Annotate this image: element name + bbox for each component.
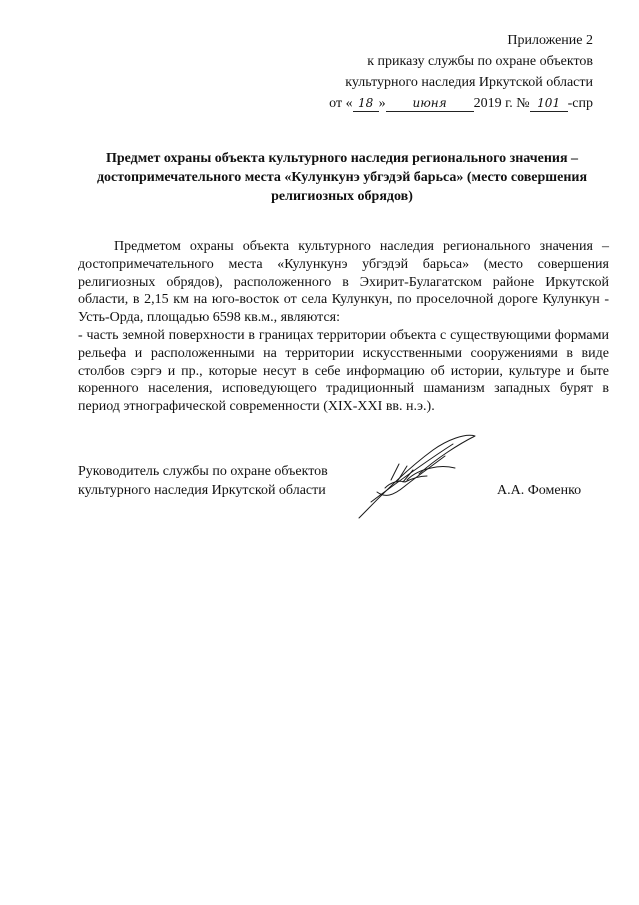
signatory-position-line2: культурного наследия Иркутской области — [78, 483, 326, 498]
date-year: 2019 г. № — [473, 96, 530, 111]
signatory-name: А.А. Фоменко — [497, 483, 582, 498]
appendix-header — [329, 30, 593, 114]
signatory-position — [78, 462, 328, 500]
signatory-position-line1: Руководитель службы по охране объектов — [78, 464, 328, 479]
appendix-date-line — [329, 93, 593, 114]
appendix-order-line: к приказу службы по охране объектов — [367, 54, 593, 69]
order-suffix: -спр — [567, 96, 593, 111]
date-prefix: от « — [329, 96, 353, 111]
appendix-authority-line: культурного наследия Иркутской области — [345, 75, 593, 90]
date-month: июня — [386, 96, 474, 112]
body-paragraph-intro: Предметом охраны объекта культурного наследия регионального значения – достопримечательного места «Кулункунэ убгэдэй барьса» (место совершения религиозных обрядов), расположенного в Эхирит-Булагатском районе Иркутской области, в 2,15 км на юго-восток от села Кулункун, по проселочной дороге Кулункун - Усть-Орда, площадью 6598 кв.м., являются: — [78, 239, 609, 326]
document-body — [78, 238, 609, 416]
handwritten-signature-icon — [355, 430, 485, 522]
document-title: Предмет охраны объекта культурного наследия регионального значения – достопримечательного места «Кулункунэ убгэдэй барьса» (место совершения религиозных обрядов) — [96, 151, 588, 204]
date-mid: » — [378, 96, 386, 111]
appendix-title: Приложение 2 — [507, 33, 593, 48]
date-day: 18 — [353, 96, 379, 112]
body-paragraph-item: - часть земной поверхности в границах территории объекта с существующими формами рельефа и расположенными на территории искусственными сооружениями в виде столбов сэргэ и пр., которые несут в себе информацию об истории, культуре и быте коренного населения, исповедующего традиционный шаманизм западных бурят в период этнографической современности (XIX-XXI вв. н.э.). — [78, 327, 609, 415]
order-number: 101 — [530, 96, 568, 112]
